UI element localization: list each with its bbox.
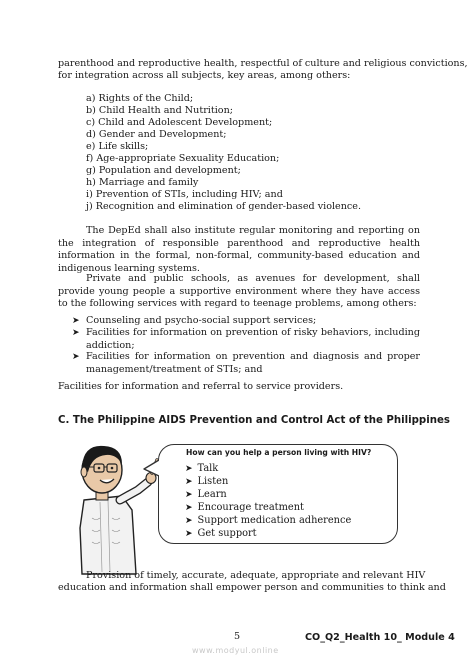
bubble-item [185, 528, 257, 540]
bubble-item-text: Support medication adherence [197, 515, 352, 526]
module-code: CO_Q2_Health 10_ Module 4 [305, 632, 455, 643]
service-item-text: Facilities for information on prevention and diagnosis and proper management/treatment of STIs; and [86, 351, 420, 375]
list-item: c) Child and Adolescent Development; [86, 117, 273, 128]
bubble-item-text: Learn [197, 489, 227, 500]
arrow-bullet-icon: ➤ [72, 352, 80, 362]
bubble-title: How can you help a person living with HIV? [186, 448, 372, 457]
arrow-bullet-icon: ➤ [185, 503, 193, 513]
list-item: a) Rights of the Child; [86, 93, 194, 104]
bubble-item [185, 463, 218, 475]
list-item: i) Prevention of STIs, including HIV; and [86, 189, 283, 200]
list-item: b) Child Health and Nutrition; [86, 105, 233, 116]
intro-line-1: parenthood and reproductive health, respectful of culture and religious convictions, [58, 58, 468, 69]
bubble-item [185, 502, 304, 514]
list-item: h) Marriage and family [86, 177, 199, 188]
service-last-line: Facilities for information and referral to service providers. [58, 381, 344, 392]
service-item-text: Counseling and psycho-social support services; [86, 315, 317, 326]
arrow-bullet-icon: ➤ [185, 490, 193, 500]
section-c-heading: C. The Philippine AIDS Prevention and Control Act of the Philippines [58, 415, 450, 426]
bubble-item [185, 515, 351, 527]
list-item: e) Life skills; [86, 141, 149, 152]
watermark: www.modyul.online [192, 646, 279, 655]
bubble-item-text: Listen [197, 476, 229, 487]
list-item: j) Recognition and elimination of gender-based violence. [86, 201, 361, 212]
list-item: f) Age-appropriate Sexuality Education; [86, 153, 280, 164]
list-item: g) Population and development; [86, 165, 241, 176]
arrow-bullet-icon: ➤ [72, 328, 80, 338]
paragraph-deped: The DepEd shall also institute regular monitoring and reporting on the integration of responsible parenthood and reproductive health information in the formal, non-formal, community-based education and indigenous learning systems. [58, 225, 420, 274]
service-item-text: Facilities for information on prevention of risky behaviors, including addiction; [86, 327, 420, 351]
arrow-bullet-icon: ➤ [72, 316, 80, 326]
arrow-bullet-icon: ➤ [185, 516, 193, 526]
arrow-bullet-icon: ➤ [185, 477, 193, 487]
bubble-item-text: Talk [197, 463, 219, 474]
arrow-bullet-icon: ➤ [185, 464, 193, 474]
page-number: 5 [234, 631, 241, 642]
speech-bubble-tail [142, 458, 162, 480]
arrow-bullet-icon: ➤ [185, 529, 193, 539]
provision-line-1: Provision of timely, accurate, adequate, appropriate and relevant HIV [86, 570, 426, 581]
bubble-item [185, 489, 227, 501]
paragraph-schools: Private and public schools, as avenues for development, shall provide young people a supportive environment where they have access to the following services with regard to teenage problems, among others: [58, 273, 420, 310]
service-item [72, 327, 420, 353]
intro-line-2: for integration across all subjects, key areas, among others: [58, 70, 351, 81]
list-item: d) Gender and Development; [86, 129, 227, 140]
bubble-item-text: Get support [197, 528, 257, 539]
service-item [72, 351, 420, 377]
provision-line-2: education and information shall empower person and communities to think and [58, 582, 446, 593]
bubble-item-text: Encourage treatment [197, 502, 304, 513]
bubble-item [185, 476, 228, 488]
